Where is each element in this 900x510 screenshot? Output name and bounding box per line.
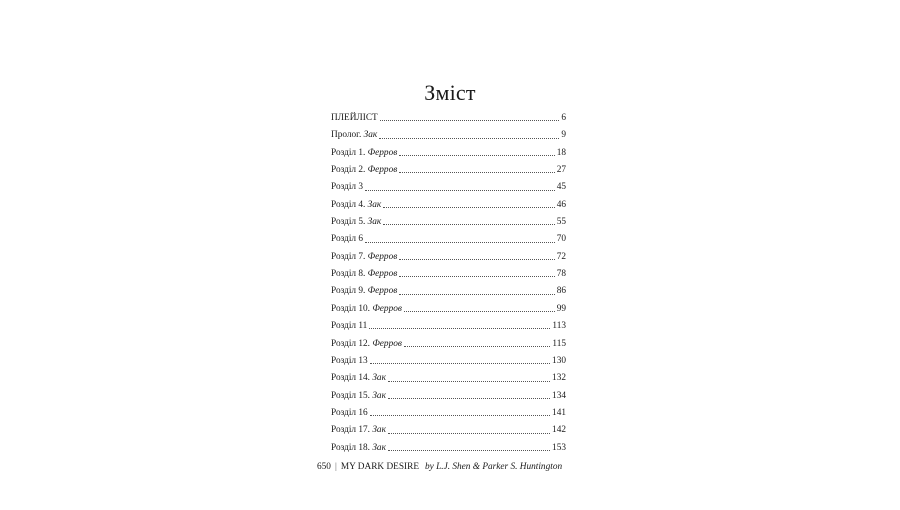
toc-entry-chapter: Пролог. bbox=[331, 130, 362, 141]
toc-entry-label bbox=[331, 253, 397, 262]
toc-entry-chapter: Розділ 8. bbox=[331, 269, 366, 280]
footer-separator: | bbox=[334, 462, 337, 472]
footer-page-number: 650 bbox=[317, 462, 331, 472]
toc-entry bbox=[331, 279, 566, 296]
toc-entry-chapter: Розділ 15. bbox=[331, 390, 370, 401]
toc-entry-label bbox=[331, 131, 377, 140]
toc-dot-leader bbox=[369, 327, 550, 329]
toc-dot-leader bbox=[388, 432, 550, 434]
toc-entry bbox=[331, 123, 566, 140]
toc-entry bbox=[331, 210, 566, 227]
toc-entry-page: 153 bbox=[552, 442, 566, 453]
toc-entry bbox=[331, 141, 566, 158]
toc-entry-narrator: Ферров bbox=[367, 147, 398, 158]
toc-entry-narrator: Зак bbox=[372, 442, 386, 453]
toc-dot-leader bbox=[399, 275, 554, 277]
toc-entry-chapter: ПЛЕЙЛІСТ bbox=[331, 113, 378, 124]
toc-entry bbox=[331, 297, 566, 314]
toc-entry-label bbox=[331, 166, 397, 175]
toc-entry-chapter: Розділ 2. bbox=[331, 165, 366, 176]
toc-dot-leader bbox=[383, 223, 554, 225]
toc-entry-page: 46 bbox=[556, 199, 566, 210]
toc-entry bbox=[331, 227, 566, 244]
toc-entry-label bbox=[331, 392, 386, 401]
page-footer bbox=[317, 462, 562, 472]
toc-entry-narrator: Ферров bbox=[367, 269, 398, 280]
toc-dot-leader bbox=[399, 258, 554, 260]
toc-entry bbox=[331, 262, 566, 279]
toc-entry bbox=[331, 384, 566, 401]
toc-entry-label bbox=[331, 409, 368, 418]
toc-entry-label bbox=[331, 287, 397, 296]
toc-dot-leader bbox=[379, 137, 559, 139]
toc-entry bbox=[331, 331, 566, 348]
toc-entry-chapter: Розділ 13 bbox=[331, 355, 368, 366]
toc-dot-leader bbox=[399, 154, 554, 156]
toc-entry-chapter: Розділ 7. bbox=[331, 251, 366, 262]
toc-entry-label bbox=[331, 322, 367, 331]
toc-dot-leader bbox=[388, 449, 550, 451]
toc-entry-label bbox=[331, 235, 363, 244]
toc-entry-page: 132 bbox=[552, 373, 566, 384]
toc-entry-label bbox=[331, 183, 363, 192]
toc-entry-label bbox=[331, 201, 381, 210]
toc-entry-chapter: Розділ 10. bbox=[331, 303, 370, 314]
toc-entry-chapter: Розділ 12. bbox=[331, 338, 370, 349]
toc-entry-page: 141 bbox=[552, 407, 566, 418]
toc-dot-leader bbox=[404, 345, 550, 347]
toc-entry-page: 86 bbox=[556, 286, 566, 297]
toc-entry-label bbox=[331, 357, 368, 366]
toc-entry-chapter: Розділ 4. bbox=[331, 199, 366, 210]
toc-entry-chapter: Розділ 14. bbox=[331, 373, 370, 384]
toc-entry-page: 113 bbox=[552, 321, 566, 332]
toc-entry bbox=[331, 314, 566, 331]
toc-entry-label bbox=[331, 426, 386, 435]
toc-dot-leader bbox=[383, 206, 554, 208]
toc-entry-chapter: Розділ 3 bbox=[331, 182, 364, 193]
toc-entry-narrator: Зак bbox=[372, 390, 386, 401]
toc-entry bbox=[331, 106, 566, 123]
toc-entry-narrator: Ферров bbox=[372, 303, 402, 314]
toc-entry-narrator: Зак bbox=[367, 217, 382, 228]
toc-dot-leader bbox=[365, 241, 555, 243]
toc-entry-narrator: Зак bbox=[372, 425, 386, 436]
toc-entry-narrator: Ферров bbox=[367, 251, 398, 262]
toc-entry-page: 18 bbox=[556, 147, 566, 158]
toc-entry bbox=[331, 366, 566, 383]
toc-entry-chapter: Розділ 17. bbox=[331, 425, 370, 436]
toc-entry bbox=[331, 245, 566, 262]
toc-entry-chapter: Розділ 5. bbox=[331, 217, 366, 228]
toc-entry-label bbox=[331, 305, 402, 314]
toc-entry-chapter: Розділ 11 bbox=[331, 321, 368, 332]
toc-entry-narrator: Ферров bbox=[372, 338, 402, 349]
footer-book-title: MY DARK DESIRE bbox=[340, 462, 419, 472]
toc-entry-label bbox=[331, 149, 397, 158]
toc-entry-narrator: Ферров bbox=[367, 165, 398, 176]
toc-entry bbox=[331, 349, 566, 366]
toc-entry-label bbox=[331, 218, 381, 227]
toc-dot-leader bbox=[380, 119, 560, 121]
table-of-contents bbox=[331, 106, 566, 453]
toc-entry-page: 6 bbox=[561, 113, 566, 124]
toc-entry-narrator: Зак bbox=[372, 373, 386, 384]
toc-dot-leader bbox=[388, 397, 550, 399]
toc-dot-leader bbox=[388, 380, 550, 382]
toc-entry-label bbox=[331, 114, 378, 123]
toc-dot-leader bbox=[399, 293, 554, 295]
footer-credit: by L.J. Shen & Parker S. Huntington bbox=[425, 462, 563, 472]
toc-entry-label bbox=[331, 444, 386, 453]
toc-entry-page: 134 bbox=[552, 390, 566, 401]
toc-entry-narrator: Зак bbox=[367, 199, 382, 210]
toc-entry-chapter: Розділ 1. bbox=[331, 147, 366, 158]
toc-title: Зміст bbox=[424, 80, 476, 105]
toc-entry-chapter: Розділ 16 bbox=[331, 407, 368, 418]
toc-entry-page: 9 bbox=[561, 130, 566, 141]
toc-entry bbox=[331, 401, 566, 418]
toc-dot-leader bbox=[404, 310, 555, 312]
toc-entry-label bbox=[331, 270, 397, 279]
toc-entry-chapter: Розділ 18. bbox=[331, 442, 370, 453]
toc-entry bbox=[331, 193, 566, 210]
toc-entry-page: 27 bbox=[556, 165, 566, 176]
toc-entry-narrator: Зак bbox=[363, 130, 378, 141]
toc-entry-page: 99 bbox=[556, 303, 566, 314]
toc-entry-page: 115 bbox=[552, 338, 566, 349]
toc-entry-page: 70 bbox=[556, 234, 566, 245]
toc-entry bbox=[331, 436, 566, 453]
toc-entry-label bbox=[331, 374, 386, 383]
toc-entry bbox=[331, 158, 566, 175]
toc-entry-page: 130 bbox=[552, 355, 566, 366]
toc-entry-page: 55 bbox=[556, 217, 566, 228]
toc-dot-leader bbox=[399, 171, 554, 173]
toc-dot-leader bbox=[370, 362, 550, 364]
toc-entry-chapter: Розділ 9. bbox=[331, 286, 366, 297]
toc-entry-page: 78 bbox=[556, 269, 566, 280]
toc-entry bbox=[331, 418, 566, 435]
toc-entry-label bbox=[331, 340, 402, 349]
toc-dot-leader bbox=[365, 189, 555, 191]
toc-dot-leader bbox=[370, 414, 550, 416]
toc-entry-page: 45 bbox=[556, 182, 566, 193]
toc-entry-chapter: Розділ 6 bbox=[331, 234, 364, 245]
toc-entry bbox=[331, 175, 566, 192]
toc-entry-page: 142 bbox=[552, 425, 566, 436]
toc-entry-page: 72 bbox=[556, 251, 566, 262]
toc-entry-narrator: Ферров bbox=[367, 286, 398, 297]
